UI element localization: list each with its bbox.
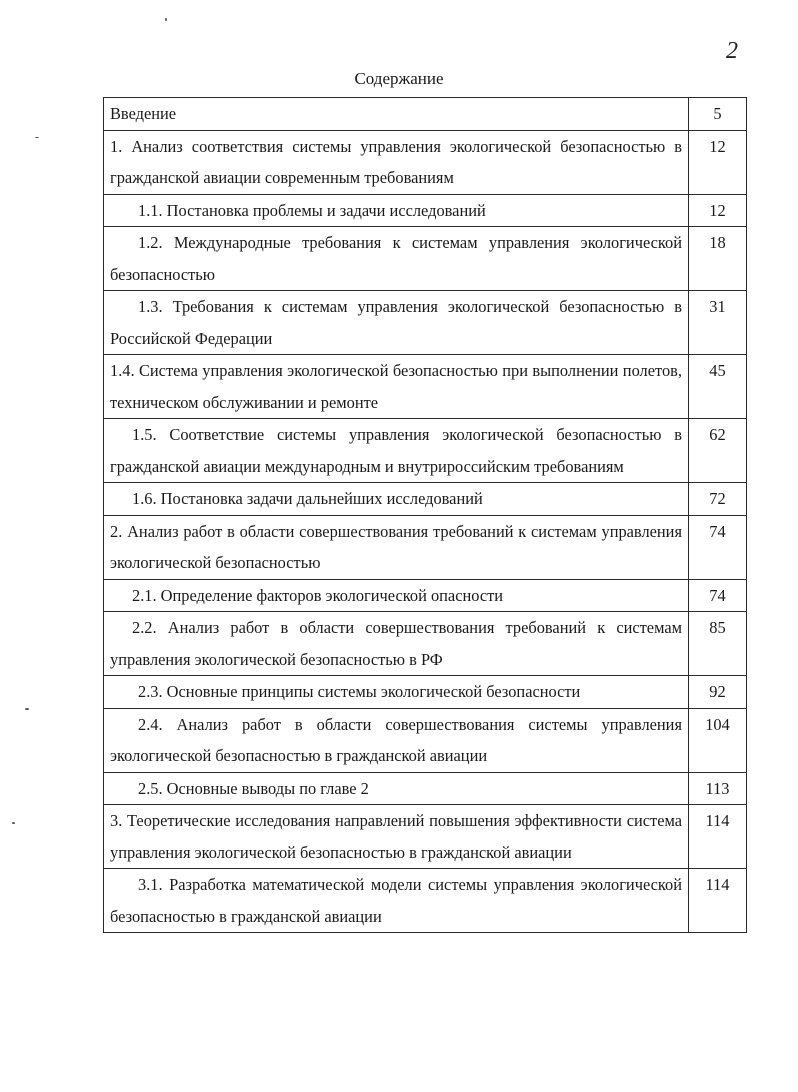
table-of-contents <box>103 97 747 933</box>
toc-row <box>104 708 747 772</box>
toc-entry-title: 2.4. Анализ работ в области совершествования системы управления экологической безопасностью в гражданской авиации <box>104 708 689 772</box>
toc-row <box>104 194 747 227</box>
toc-row <box>104 355 747 419</box>
toc-entry-title: 2.5. Основные выводы по главе 2 <box>104 772 689 805</box>
toc-row <box>104 419 747 483</box>
toc-entry-page: 12 <box>689 130 747 194</box>
toc-entry-title: 1.1. Постановка проблемы и задачи исследований <box>104 194 689 227</box>
toc-row <box>104 869 747 933</box>
toc-entry-page: 92 <box>689 676 747 709</box>
toc-row <box>104 515 747 579</box>
toc-row <box>104 772 747 805</box>
toc-entry-page: 114 <box>689 869 747 933</box>
toc-row <box>104 676 747 709</box>
toc-entry-title: 3. Теоретические исследования направлений повышения эффективности система управления экологической безопасностью в гражданской авиации <box>104 805 689 869</box>
toc-entry-title: 2.3. Основные принципы системы экологической безопасности <box>104 676 689 709</box>
toc-entry-title: 1.3. Требования к системам управления экологической безопасностью в Российской Федерации <box>104 291 689 355</box>
toc-row <box>104 805 747 869</box>
page-title: Содержание <box>354 69 444 88</box>
toc-entry-page: 45 <box>689 355 747 419</box>
toc-entry-title: 1.6. Постановка задачи дальнейших исследований <box>104 483 689 516</box>
toc-row <box>104 483 747 516</box>
toc-row <box>104 612 747 676</box>
toc-entry-page: 31 <box>689 291 747 355</box>
scan-speck <box>25 708 29 710</box>
toc-entry-page: 12 <box>689 194 747 227</box>
toc-entry-title: 1.2. Международные требования к системам управления экологической безопасностью <box>104 227 689 291</box>
toc-row <box>104 291 747 355</box>
toc-entry-page: 74 <box>689 579 747 612</box>
toc-row <box>104 227 747 291</box>
toc-entry-page: 85 <box>689 612 747 676</box>
scan-speck <box>35 137 39 138</box>
toc-entry-title: 2.1. Определение факторов экологической опасности <box>104 579 689 612</box>
toc-body <box>104 98 747 933</box>
toc-entry-title: 1. Анализ соответствия системы управления экологической безопасностью в гражданской авиации современным требованиям <box>104 130 689 194</box>
toc-row <box>104 579 747 612</box>
toc-entry-page: 114 <box>689 805 747 869</box>
toc-entry-page: 18 <box>689 227 747 291</box>
handwritten-page-number: 2 <box>726 38 738 64</box>
toc-entry-page: 104 <box>689 708 747 772</box>
toc-entry-title: Введение <box>104 98 689 131</box>
toc-row <box>104 98 747 131</box>
toc-entry-page: 62 <box>689 419 747 483</box>
toc-entry-page: 5 <box>689 98 747 131</box>
toc-entry-title: 3.1. Разработка математической модели системы управления экологической безопасностью в гражданской авиации <box>104 869 689 933</box>
toc-row <box>104 130 747 194</box>
scan-speck <box>165 18 167 21</box>
toc-entry-title: 1.4. Система управления экологической безопасностью при выполнении полетов, техническом обслуживании и ремонте <box>104 355 689 419</box>
toc-entry-title: 1.5. Соответствие системы управления экологической безопасностью в гражданской авиации международным и внутрироссийским требованиям <box>104 419 689 483</box>
toc-entry-page: 74 <box>689 515 747 579</box>
toc-entry-title: 2. Анализ работ в области совершествования требований к системам управления экологической безопасностью <box>104 515 689 579</box>
scan-speck <box>12 822 15 824</box>
toc-entry-page: 72 <box>689 483 747 516</box>
toc-entry-page: 113 <box>689 772 747 805</box>
toc-entry-title: 2.2. Анализ работ в области совершествования требований к системам управления экологической безопасностью в РФ <box>104 612 689 676</box>
